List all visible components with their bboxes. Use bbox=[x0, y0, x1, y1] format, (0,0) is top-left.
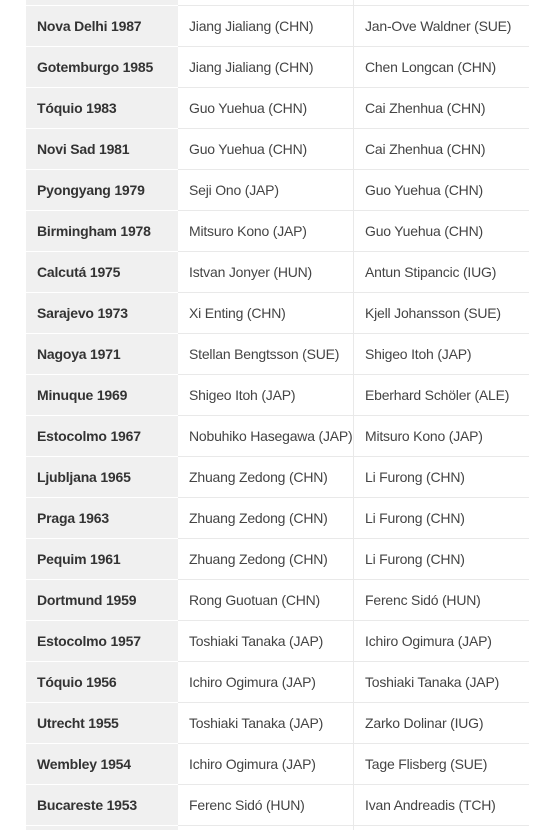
runner-up-cell: Li Furong (CHN) bbox=[354, 457, 530, 498]
champion-cell: Nobuhiko Hasegawa (JAP) bbox=[178, 416, 354, 457]
champion-cell: Ichiro Ogimura (JAP) bbox=[178, 662, 354, 703]
champion-cell: Stellan Bengtsson (SUE) bbox=[178, 334, 354, 375]
runner-up-cell: Guo Yuehua (CHN) bbox=[354, 211, 530, 252]
runner-up-cell bbox=[354, 826, 530, 830]
table-row bbox=[26, 498, 529, 539]
edition-cell: Nova Delhi 1987 bbox=[26, 6, 178, 47]
edition-cell bbox=[26, 826, 178, 830]
edition-cell: Pyongyang 1979 bbox=[26, 170, 178, 211]
runner-up-cell: Toshiaki Tanaka (JAP) bbox=[354, 662, 530, 703]
champion-cell: Rong Guotuan (CHN) bbox=[178, 580, 354, 621]
champion-cell bbox=[178, 826, 354, 830]
runner-up-cell: Shigeo Itoh (JAP) bbox=[354, 334, 530, 375]
champion-cell: Istvan Jonyer (HUN) bbox=[178, 252, 354, 293]
champion-cell: Shigeo Itoh (JAP) bbox=[178, 375, 354, 416]
table-row bbox=[26, 375, 529, 416]
runner-up-cell: Ivan Andreadis (TCH) bbox=[354, 785, 530, 826]
champion-cell: Zhuang Zedong (CHN) bbox=[178, 457, 354, 498]
edition-cell: Minuque 1969 bbox=[26, 375, 178, 416]
runner-up-cell: Ferenc Sidó (HUN) bbox=[354, 580, 530, 621]
edition-cell: Utrecht 1955 bbox=[26, 703, 178, 744]
runner-up-cell: Chen Longcan (CHN) bbox=[354, 47, 530, 88]
edition-cell: Dortmund 1959 bbox=[26, 580, 178, 621]
champion-cell: Mitsuro Kono (JAP) bbox=[178, 211, 354, 252]
edition-cell: Pequim 1961 bbox=[26, 539, 178, 580]
champion-cell: Zhuang Zedong (CHN) bbox=[178, 498, 354, 539]
table-row bbox=[26, 334, 529, 375]
table-row bbox=[26, 662, 529, 703]
edition-cell: Bucareste 1953 bbox=[26, 785, 178, 826]
runner-up-cell: Ichiro Ogimura (JAP) bbox=[354, 621, 530, 662]
table-row bbox=[26, 744, 529, 785]
edition-cell: Calcutá 1975 bbox=[26, 252, 178, 293]
runner-up-cell: Mitsuro Kono (JAP) bbox=[354, 416, 530, 457]
champion-cell: Guo Yuehua (CHN) bbox=[178, 129, 354, 170]
results-table bbox=[26, 0, 529, 830]
runner-up-cell: Tage Flisberg (SUE) bbox=[354, 744, 530, 785]
champion-cell: Zhuang Zedong (CHN) bbox=[178, 539, 354, 580]
table-row bbox=[26, 416, 529, 457]
edition-cell: Tóquio 1956 bbox=[26, 662, 178, 703]
edition-cell: Ljubljana 1965 bbox=[26, 457, 178, 498]
champion-cell: Seji Ono (JAP) bbox=[178, 170, 354, 211]
table-row bbox=[26, 170, 529, 211]
table-row bbox=[26, 539, 529, 580]
table-row bbox=[26, 47, 529, 88]
runner-up-cell: Antun Stipancic (IUG) bbox=[354, 252, 530, 293]
edition-cell: Praga 1963 bbox=[26, 498, 178, 539]
table-row bbox=[26, 88, 529, 129]
edition-cell: Birmingham 1978 bbox=[26, 211, 178, 252]
champion-cell: Guo Yuehua (CHN) bbox=[178, 88, 354, 129]
edition-cell: Gotemburgo 1985 bbox=[26, 47, 178, 88]
edition-cell: Novi Sad 1981 bbox=[26, 129, 178, 170]
champion-cell: Jiang Jialiang (CHN) bbox=[178, 47, 354, 88]
edition-cell: Sarajevo 1973 bbox=[26, 293, 178, 334]
table-row bbox=[26, 457, 529, 498]
edition-cell: Nagoya 1971 bbox=[26, 334, 178, 375]
table-row bbox=[26, 785, 529, 826]
runner-up-cell: Li Furong (CHN) bbox=[354, 539, 530, 580]
champion-cell: Ferenc Sidó (HUN) bbox=[178, 785, 354, 826]
table-row bbox=[26, 129, 529, 170]
table-row bbox=[26, 703, 529, 744]
edition-cell: Estocolmo 1957 bbox=[26, 621, 178, 662]
champion-cell: Xi Enting (CHN) bbox=[178, 293, 354, 334]
runner-up-cell: Cai Zhenhua (CHN) bbox=[354, 88, 530, 129]
champion-cell: Jiang Jialiang (CHN) bbox=[178, 6, 354, 47]
edition-cell: Estocolmo 1967 bbox=[26, 416, 178, 457]
runner-up-cell: Jan-Ove Waldner (SUE) bbox=[354, 6, 530, 47]
edition-cell: Wembley 1954 bbox=[26, 744, 178, 785]
runner-up-cell: Guo Yuehua (CHN) bbox=[354, 170, 530, 211]
edition-cell: Tóquio 1983 bbox=[26, 88, 178, 129]
table-row bbox=[26, 6, 529, 47]
runner-up-cell: Eberhard Schöler (ALE) bbox=[354, 375, 530, 416]
runner-up-cell: Cai Zhenhua (CHN) bbox=[354, 129, 530, 170]
table-row bbox=[26, 211, 529, 252]
runner-up-cell: Zarko Dolinar (IUG) bbox=[354, 703, 530, 744]
runner-up-cell: Kjell Johansson (SUE) bbox=[354, 293, 530, 334]
runner-up-cell: Li Furong (CHN) bbox=[354, 498, 530, 539]
table-row bbox=[26, 580, 529, 621]
table-row bbox=[26, 293, 529, 334]
table-row bbox=[26, 621, 529, 662]
table-row-cutoff-bottom bbox=[26, 826, 529, 830]
results-table-body bbox=[26, 0, 529, 830]
champion-cell: Ichiro Ogimura (JAP) bbox=[178, 744, 354, 785]
champion-cell: Toshiaki Tanaka (JAP) bbox=[178, 703, 354, 744]
table-row bbox=[26, 252, 529, 293]
champion-cell: Toshiaki Tanaka (JAP) bbox=[178, 621, 354, 662]
